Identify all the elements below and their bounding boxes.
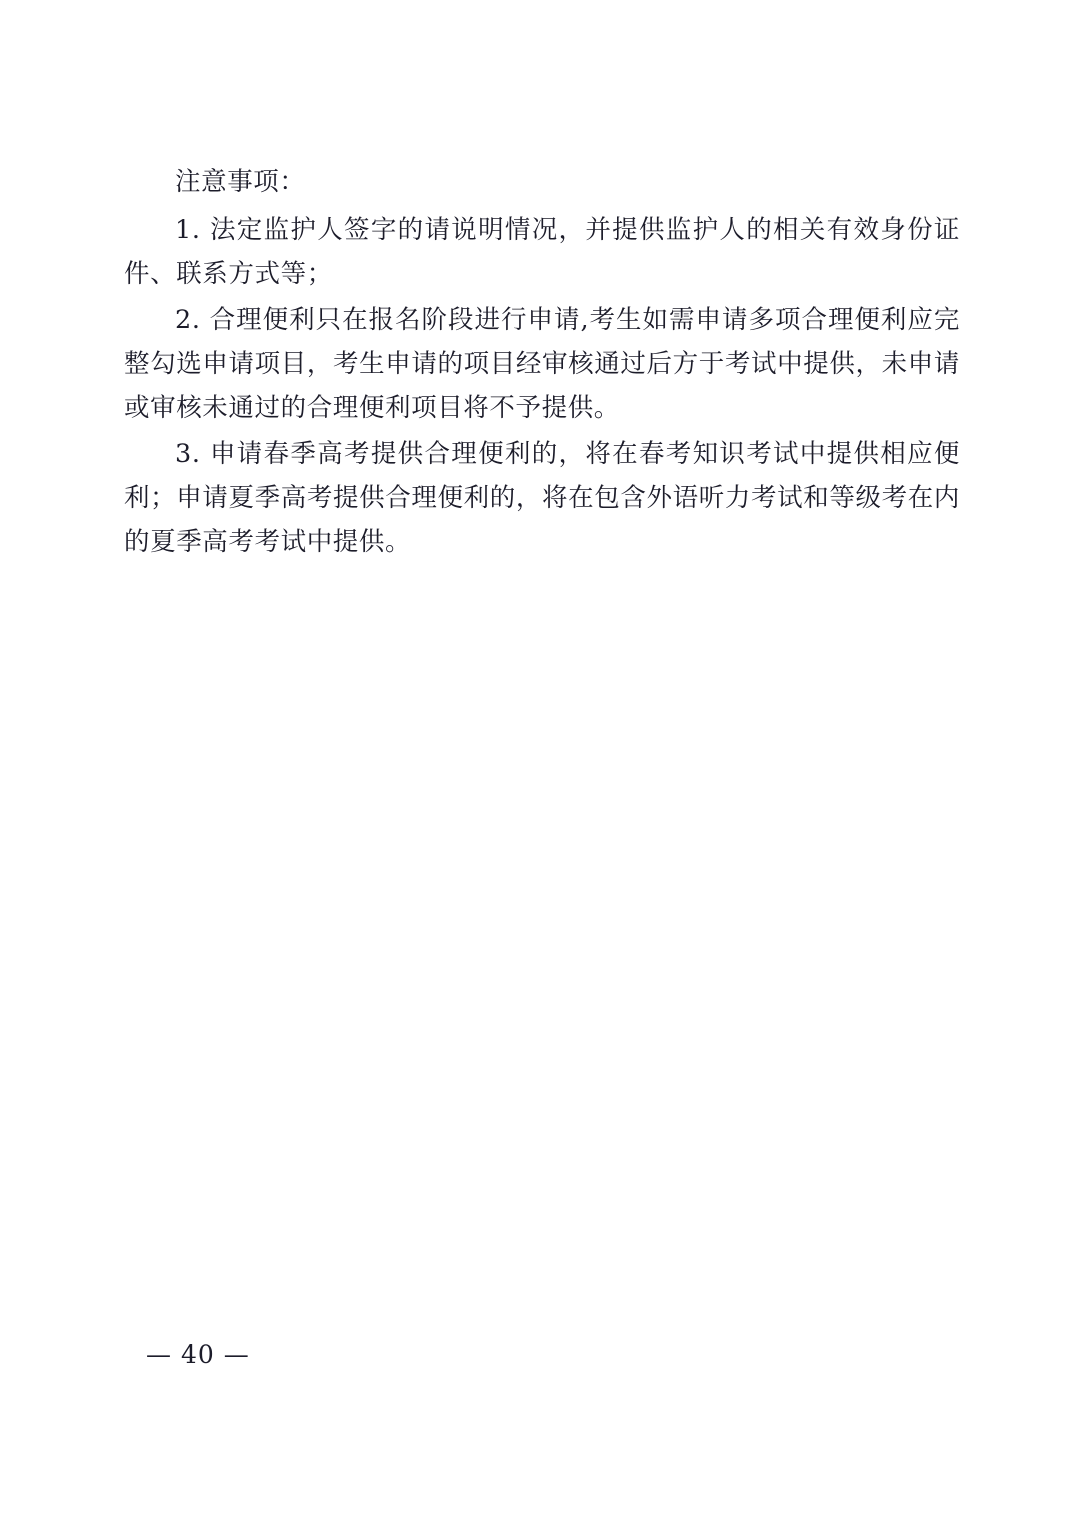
note-item-1: 1. 法定监护人签字的请说明情况，并提供监护人的相关有效身份证件、联系方式等； [124,215,960,289]
note-item-2: 2. 合理便利只在报名阶段进行申请,考生如需申请多项合理便利应完整勾选申请项目，考生申请的项目经审核通过后方于考试中提供，未申请或审核未通过的合理便利项目将不予提供。 [124,305,960,423]
document-body [124,160,960,566]
notes-heading: 注意事项： [175,167,306,197]
page-number: — 40 — [146,1340,250,1369]
note-item-3: 3. 申请春季高考提供合理便利的，将在春考知识考试中提供相应便利；申请夏季高考提供合理便利的，将在包含外语听力考试和等级考在内的夏季高考考试中提供。 [124,439,960,557]
